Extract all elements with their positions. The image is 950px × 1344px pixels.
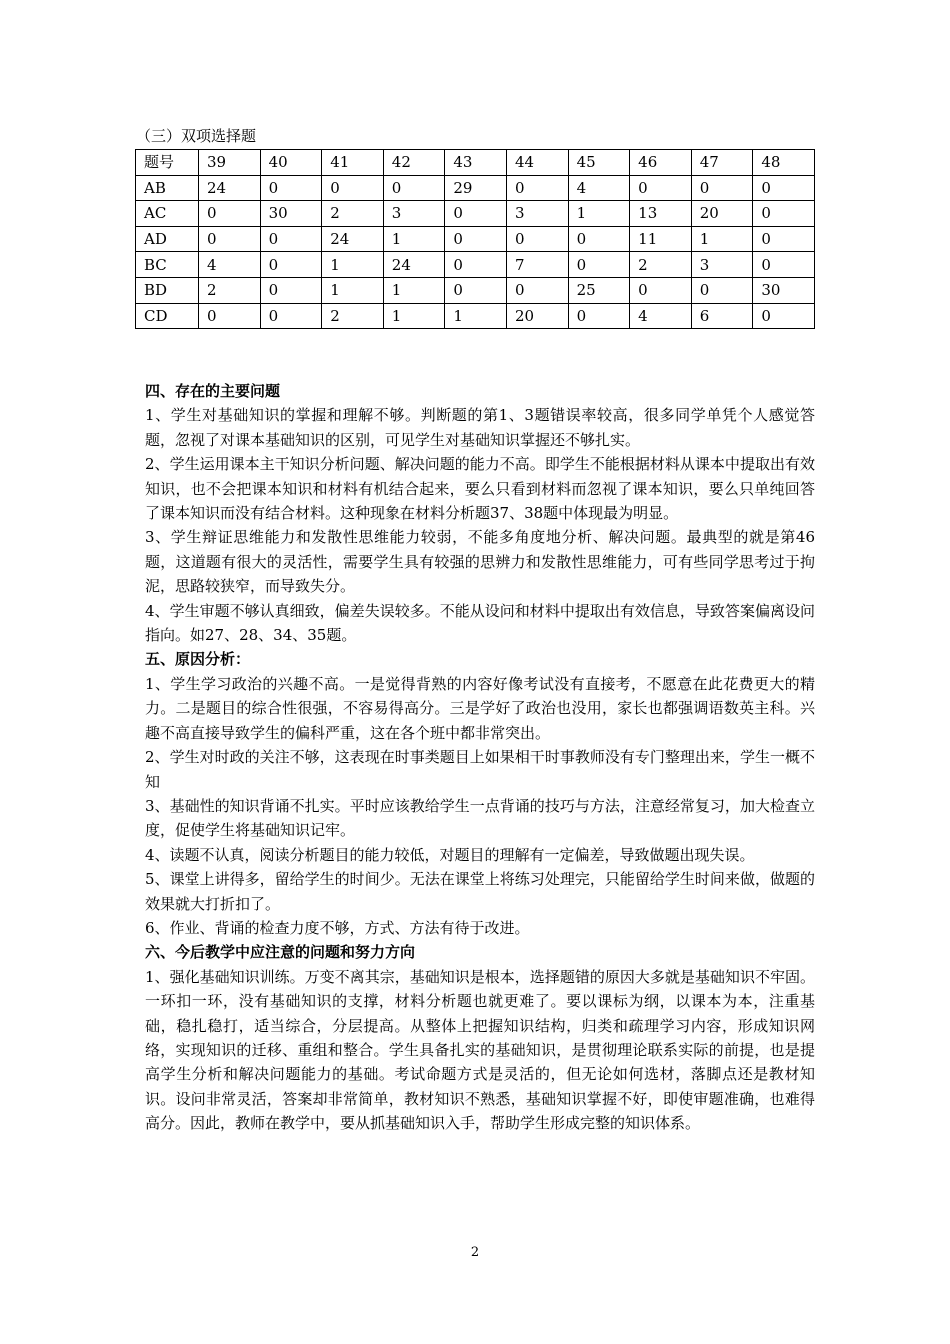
table-cell: 2 [630, 252, 692, 278]
table-header-cell: 44 [506, 150, 568, 176]
table-header-cell: 39 [199, 150, 261, 176]
table-cell: 1 [691, 226, 753, 252]
table-cell: 0 [753, 201, 815, 227]
table-cell: 0 [630, 175, 692, 201]
table-cell: 0 [260, 277, 322, 303]
table-cell: BC [136, 252, 199, 278]
table-cell: 7 [506, 252, 568, 278]
table-cell: 0 [506, 277, 568, 303]
table-cell: 4 [630, 303, 692, 329]
table-cell: 6 [691, 303, 753, 329]
paragraph: 6、作业、背诵的检查力度不够，方式、方法有待于改进。 [145, 918, 530, 937]
table-cell: 0 [506, 175, 568, 201]
section-heading: 六、今后教学中应注意的问题和努力方向 [145, 943, 416, 962]
paragraph: 3、基础性的知识背诵不扎实。平时应该教给学生一点背诵的技巧与方法，注意经常复习，加大检查立度，促使学生将基础知识记牢。 [145, 796, 815, 840]
paragraph: 1、学生对基础知识的掌握和理解不够。判断题的第1、3题错误率较高，很多同学单凭个人感觉答题，忽视了对课本基础知识的区别，可见学生对基础知识掌握还不够扎实。 [145, 406, 815, 449]
table-row [136, 277, 815, 303]
table-cell: 0 [568, 252, 630, 278]
page-number: 2 [470, 1245, 480, 1260]
paragraph: 2、学生运用课本主干知识分析问题、解决问题的能力不高。即学生不能根据材料从课本中提取出有效知识，也不会把课本知识和材料有机结合起来，要么只看到材料而忽视了课本知识，要么只单纯回答了课本知识而没有结合材料。这种现象在材料分析题37、38题中体现最为明显。 [145, 455, 815, 523]
table-cell: 20 [506, 303, 568, 329]
table-cell: 1 [322, 252, 384, 278]
table-cell: 30 [753, 277, 815, 303]
table-header-cell: 43 [445, 150, 507, 176]
table-cell: 1 [445, 303, 507, 329]
table-cell: 0 [753, 252, 815, 278]
paragraph: 3、学生辩证思维能力和发散性思维能力较弱，不能多角度地分析、解决问题。最典型的就是第46题，这道题有很大的灵活性，需要学生具有较强的思辨力和发散性思维能力，可有些同学思考过于拘泥，思路较狭窄，而导致失分。 [145, 528, 815, 596]
table-cell: 0 [260, 303, 322, 329]
table-cell: AB [136, 175, 199, 201]
table-cell: 1 [383, 226, 445, 252]
table-header-cell: 46 [630, 150, 692, 176]
table-cell: 25 [568, 277, 630, 303]
table-cell: 0 [753, 303, 815, 329]
paragraph: 1、学生学习政治的兴趣不高。一是觉得背熟的内容好像考试没有直接考，不愿意在此花费更大的精力。二是题目的综合性很强，不容易得高分。三是学好了政治也没用，家长也都强调语数英主科。兴趣不高直接导致学生的偏科严重，这在各个班中都非常突出。 [145, 674, 815, 742]
table-cell: 3 [383, 201, 445, 227]
table-cell: 0 [630, 277, 692, 303]
table-cell: 2 [322, 303, 384, 329]
table-header-cell: 48 [753, 150, 815, 176]
table-header-cell: 45 [568, 150, 630, 176]
table-cell: 0 [568, 226, 630, 252]
table-cell: 0 [445, 201, 507, 227]
table-cell: 0 [199, 226, 261, 252]
table-cell: 4 [199, 252, 261, 278]
paragraph: 1、强化基础知识训练。万变不离其宗，基础知识是根本，选择题错的原因大多就是基础知识不牢固。一环扣一环，没有基础知识的支撑，材料分析题也就更难了。要以课标为纲，以课本为本，注重基础，稳扎稳打，适当综合，分层提高。从整体上把握知识结构，归类和疏理学习内容，形成知识网络，实现知识的迁移、重组和整合。学生具备扎实的基础知识，是贯彻理论联系实际的前提，也是提高学生分析和解决问题能力的基础。考试命题方式是灵活的，但无论如何选材，落脚点还是教材知识。设问非常灵活，答案却非常简单，教材知识不熟悉，基础知识掌握不好，即使审题准确，也难得高分。因此，教师在教学中，要从抓基础知识入手，帮助学生形成完整的知识体系。 [145, 967, 815, 1133]
table-row [136, 252, 815, 278]
table-cell: CD [136, 303, 199, 329]
table-cell: 1 [568, 201, 630, 227]
table-header-cell: 47 [691, 150, 753, 176]
table-cell: 1 [383, 277, 445, 303]
document-body [145, 379, 815, 1136]
table-cell: BD [136, 277, 199, 303]
table-cell: AC [136, 201, 199, 227]
table-cell: 0 [568, 303, 630, 329]
table-header-cell: 41 [322, 150, 384, 176]
table-cell: 0 [445, 277, 507, 303]
table-cell: 0 [199, 303, 261, 329]
table-cell: 30 [260, 201, 322, 227]
table-cell: 0 [199, 201, 261, 227]
paragraph: 4、学生审题不够认真细致，偏差失误较多。不能从设问和材料中提取出有效信息，导致答案偏离设问指向。如27、28、34、35题。 [145, 601, 815, 645]
table-row [136, 175, 815, 201]
table-cell: 4 [568, 175, 630, 201]
table-cell: 24 [383, 252, 445, 278]
table-cell: 0 [691, 277, 753, 303]
table-cell: 0 [445, 226, 507, 252]
paragraph: 2、学生对时政的关注不够，这表现在时事类题目上如果相干时事教师没有专门整理出来，学生一概不知 [145, 748, 815, 791]
table-cell: 0 [260, 175, 322, 201]
table-cell: 13 [630, 201, 692, 227]
table-cell: 29 [445, 175, 507, 201]
table-cell: 1 [383, 303, 445, 329]
table-row [136, 201, 815, 227]
table-cell: 0 [260, 226, 322, 252]
section-heading: 四、存在的主要问题 [145, 382, 281, 400]
table-cell: 0 [753, 226, 815, 252]
table-cell: 2 [199, 277, 261, 303]
table-cell: AD [136, 226, 199, 252]
table-header-cell: 题号 [136, 150, 199, 176]
table-cell: 3 [506, 201, 568, 227]
paragraph: 4、读题不认真，阅读分析题目的能力较低，对题目的理解有一定偏差，导致做题出现失误。 [145, 845, 755, 864]
table-header-cell: 42 [383, 150, 445, 176]
table-cell: 3 [691, 252, 753, 278]
table-cell: 24 [199, 175, 261, 201]
table-cell: 24 [322, 226, 384, 252]
table-cell: 0 [383, 175, 445, 201]
table-header-row [136, 150, 815, 176]
table-row [136, 226, 815, 252]
table-cell: 20 [691, 201, 753, 227]
table-cell: 0 [322, 175, 384, 201]
table-cell: 0 [691, 175, 753, 201]
table-header-cell: 40 [260, 150, 322, 176]
paragraph: 5、课堂上讲得多，留给学生的时间少。无法在课堂上将练习处理完，只能留给学生时间来做，做题的效果就大打折扣了。 [145, 870, 815, 913]
table-cell: 0 [260, 252, 322, 278]
table-cell: 1 [322, 277, 384, 303]
table-cell: 0 [445, 252, 507, 278]
section-heading: 五、原因分析： [145, 650, 251, 669]
answer-distribution-table [135, 149, 815, 329]
table-cell: 0 [506, 226, 568, 252]
table-cell: 2 [322, 201, 384, 227]
table-row [136, 303, 815, 329]
table-cell: 11 [630, 226, 692, 252]
table-caption: （三）双项选择题 [136, 127, 257, 145]
table-cell: 0 [753, 175, 815, 201]
